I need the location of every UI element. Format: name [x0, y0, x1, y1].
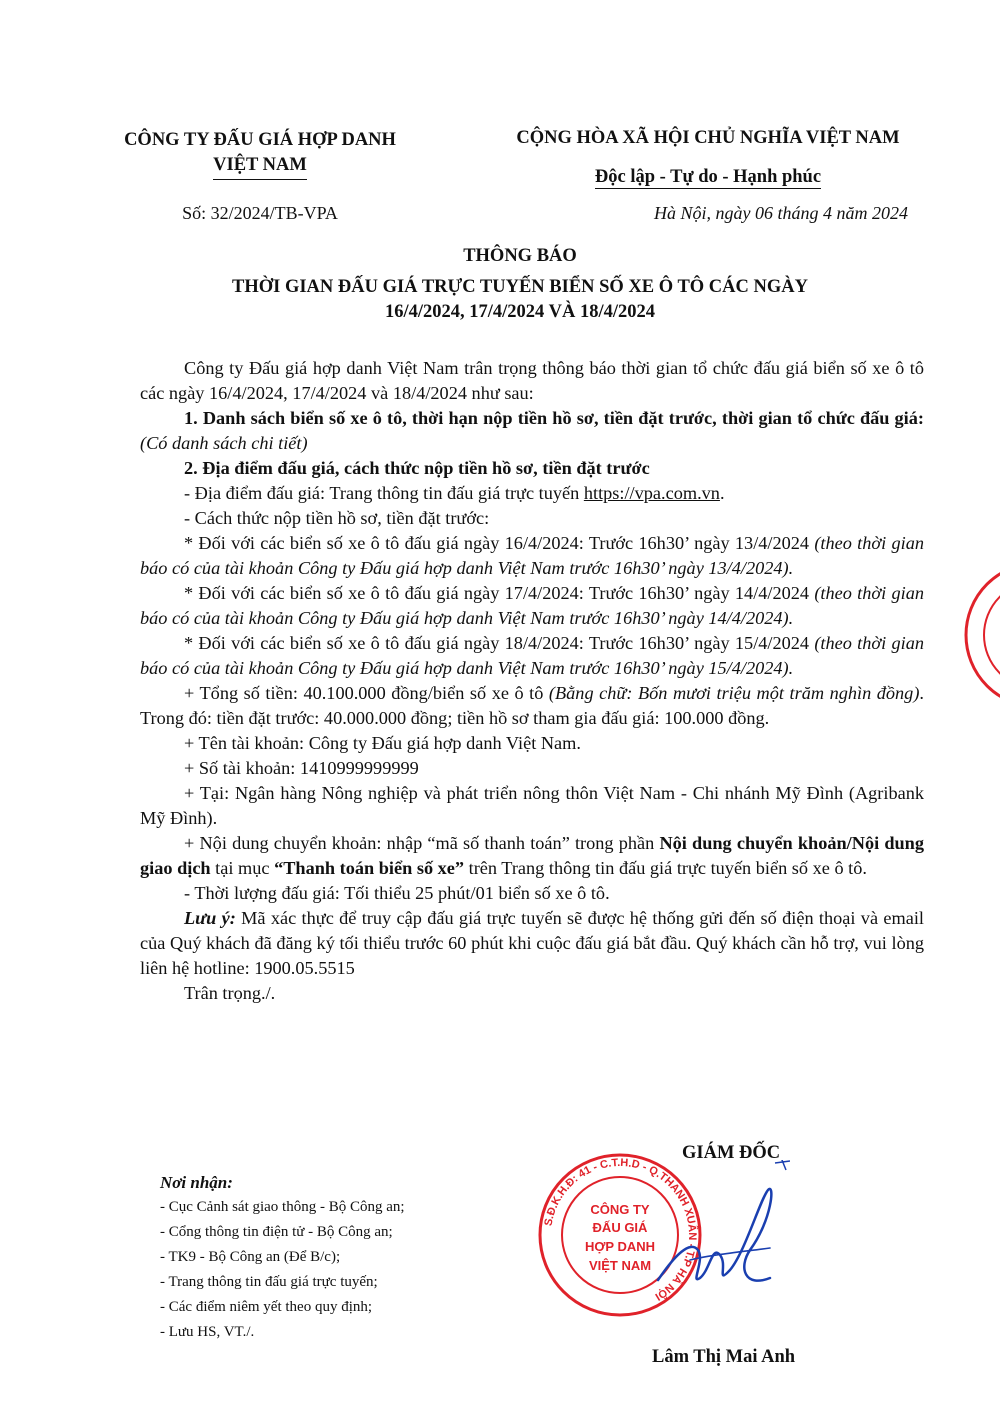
- recipient-item: - Cổng thông tin điện tử - Bộ Công an;: [160, 1224, 393, 1240]
- location-text: - Địa điểm đấu giá: Trang thông tin đấu giá trực tuyến: [184, 483, 584, 503]
- transfer-content-field: Nội dung chuyển khoản/Nội dung giao dịch: [140, 833, 924, 878]
- closing: Trân trọng./.: [184, 983, 276, 1003]
- account-number: + Số tài khoản: 1410999999999: [184, 758, 419, 778]
- section-1-note: (Có danh sách chi tiết): [140, 433, 308, 453]
- recipient-item: - Cục Cảnh sát giao thông - Bộ Công an;: [160, 1199, 405, 1215]
- document-subtitle-line1: THỜI GIAN ĐẤU GIÁ TRỰC TUYẾN BIỂN SỐ XE Ô TÔ CÁC NGÀY: [232, 277, 808, 297]
- seal-line2: ĐẤU GIÁ: [592, 1220, 648, 1235]
- organization-name: [100, 128, 420, 180]
- motto-text: Độc lập - Tự do - Hạnh phúc: [594, 167, 822, 187]
- section-1: [140, 406, 924, 456]
- section-2-heading: 2. Địa điểm đấu giá, cách thức nộp tiền hồ sơ, tiền đặt trước: [184, 458, 650, 478]
- total-amount-text: + Tổng số tiền: 40.100.000 đồng/biển số xe ô tô: [184, 683, 549, 703]
- payment-method: - Cách thức nộp tiền hồ sơ, tiền đặt trước:: [184, 508, 490, 528]
- total-amount-breakdown: . Trong đó: tiền đặt trước: 40.000.000 đồng; tiền hồ sơ tham gia đấu giá: 100.000 đồng.: [140, 683, 924, 728]
- nation-title: CỘNG HÒA XÃ HỘI CHỦ NGHĨA VIỆT NAM: [516, 128, 900, 148]
- deadline-2-note: (theo thời gian báo có của tài khoản Công ty Đấu giá hợp danh Việt Nam trước 16h30’ ngày 14/4/2024).: [140, 583, 924, 628]
- handwritten-signature: [650, 1160, 790, 1310]
- document-title: THÔNG BÁO: [463, 246, 577, 266]
- recipients-label: Nơi nhận:: [160, 1173, 233, 1192]
- deadline-1-text: * Đối với các biển số xe ô tô đấu giá ngày 16/4/2024: Trước 16h30’ ngày 13/4/2024: [184, 533, 815, 553]
- deadline-3: [140, 631, 924, 681]
- place-date: Hà Nội, ngày 06 tháng 4 năm 2024: [654, 203, 908, 223]
- bank-name: + Tại: Ngân hàng Nông nghiệp và phát triển nông thôn Việt Nam - Chi nhánh Mỹ Đình (Agribank Mỹ Đình).: [140, 783, 924, 828]
- total-amount: [140, 681, 924, 731]
- transfer-content-connector: tại mục: [210, 858, 275, 878]
- seal-line4: VIỆT NAM: [588, 1258, 652, 1273]
- section-1-heading: 1. Danh sách biển số xe ô tô, thời hạn nộp tiền hồ sơ, tiền đặt trước, thời gian tổ chức đấu giá:: [184, 408, 924, 428]
- seal-line3: HỢP DANH: [584, 1239, 656, 1254]
- note-paragraph: [140, 906, 924, 981]
- location-end: .: [719, 483, 725, 503]
- auction-location: [140, 481, 924, 506]
- transfer-content-text: + Nội dung chuyển khoản: nhập “mã số thanh toán” trong phần: [184, 833, 660, 853]
- intro-paragraph: Công ty Đấu giá hợp danh Việt Nam trân trọng thông báo thời gian tổ chức đấu giá biển số xe ô tô các ngày 16/4/2024, 17/4/2024 và 18/4/2024 như sau:: [140, 358, 924, 403]
- seal-line1: CÔNG TY: [590, 1202, 650, 1217]
- document-number: Số: 32/2024/TB-VPA: [182, 203, 338, 223]
- website-link[interactable]: https://vpa.com.vn: [583, 483, 720, 503]
- seal-ring-text: S.Đ.K.H.Đ: 41 - C.T.H.D - Q.THANH XUÂN - T.P HÀ NỘI: [542, 1156, 699, 1303]
- recipient-item: - Trang thông tin đấu giá trực tuyến;: [160, 1274, 378, 1290]
- note-text: Mã xác thực để truy cập đấu giá trực tuyến sẽ được hệ thống gửi đến số điện thoại và email của Quý khách đã đăng ký tối thiểu trước 60 phút khi cuộc đấu giá bắt đầu. Quý khách cần hỗ trợ, vui lòng liên hệ hotline: 1900.05.5515: [140, 908, 925, 978]
- deadline-2-text: * Đối với các biển số xe ô tô đấu giá ngày 17/4/2024: Trước 16h30’ ngày 14/4/2024: [184, 583, 815, 603]
- signer-name: Lâm Thị Mai Anh: [652, 1347, 796, 1367]
- organization-name-line2: VIỆT NAM: [213, 153, 307, 180]
- deadline-3-text: * Đối với các biển số xe ô tô đấu giá ngày 18/4/2024: Trước 16h30’ ngày 15/4/2024: [184, 633, 815, 653]
- note-label: Lưu ý:: [184, 908, 236, 928]
- signer-title: GIÁM ĐỐC: [682, 1143, 781, 1163]
- transfer-content: [140, 831, 924, 881]
- transfer-content-end: trên Trang thông tin đấu giá trực tuyến biển số xe ô tô.: [464, 858, 867, 878]
- account-name: + Tên tài khoản: Công ty Đấu giá hợp danh Việt Nam.: [184, 733, 581, 753]
- organization-name-line1: CÔNG TY ĐẤU GIÁ HỢP DANH: [124, 130, 396, 150]
- document-subtitle-line2: 16/4/2024, 17/4/2024 VÀ 18/4/2024: [385, 302, 655, 322]
- recipients-block: [160, 1170, 405, 1345]
- transfer-content-section: “Thanh toán biển số xe”: [274, 858, 465, 878]
- recipient-item: - Các điểm niêm yết theo quy định;: [160, 1299, 373, 1315]
- partial-seal-edge: [958, 560, 1000, 710]
- document-body: [140, 356, 924, 1006]
- deadline-3-note: (theo thời gian báo có của tài khoản Công ty Đấu giá hợp danh Việt Nam trước 16h30’ ngày 15/4/2024).: [140, 633, 924, 678]
- recipient-item: - Lưu HS, VT./.: [160, 1324, 255, 1340]
- auction-duration: - Thời lượng đấu giá: Tối thiểu 25 phút/01 biển số xe ô tô.: [184, 883, 610, 903]
- motto: [478, 167, 938, 188]
- deadline-1: [140, 531, 924, 581]
- deadline-1-note: (theo thời gian báo có của tài khoản Công ty Đấu giá hợp danh Việt Nam trước 16h30’ ngày 13/4/2024).: [140, 533, 924, 578]
- total-amount-words: (Bằng chữ: Bốn mươi triệu một trăm nghìn đồng): [548, 683, 920, 703]
- deadline-2: [140, 581, 924, 631]
- recipient-item: - TK9 - Bộ Công an (Để B/c);: [160, 1249, 341, 1265]
